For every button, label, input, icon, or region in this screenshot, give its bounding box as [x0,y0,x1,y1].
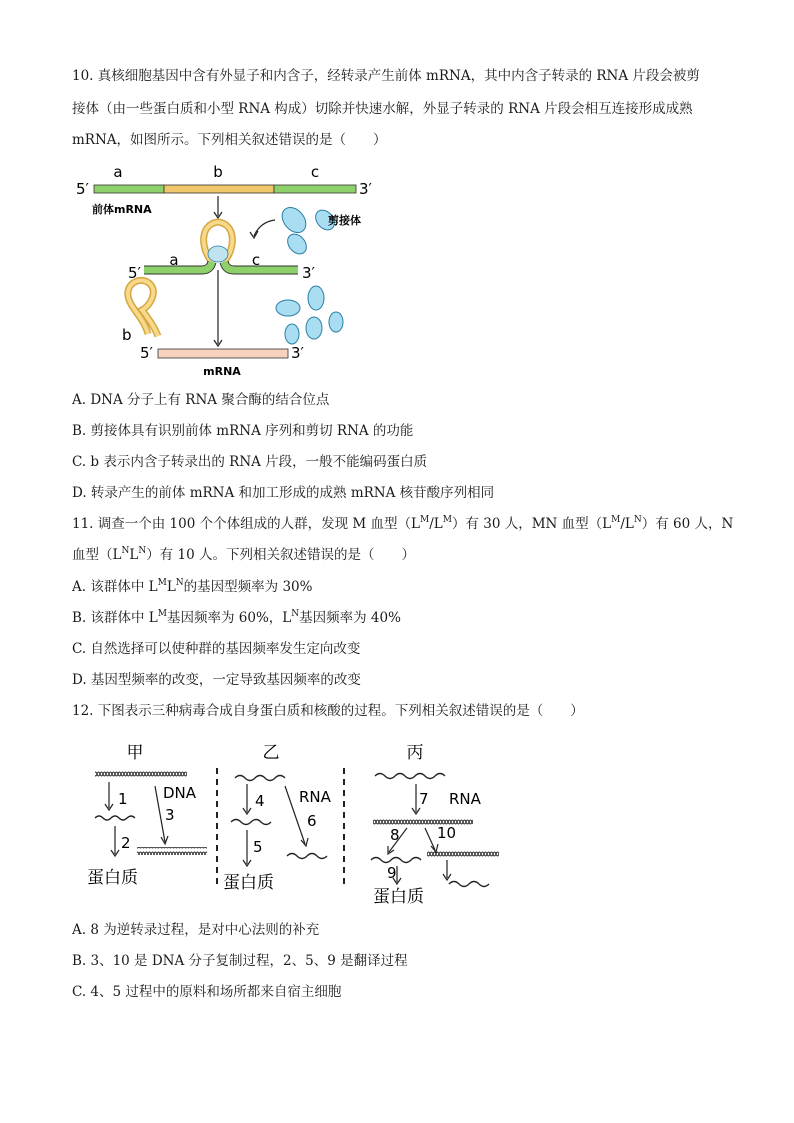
q11-option-d: D. 基因型频率的改变，一定导致基因频率的改变 [72,672,361,688]
bing-dna-copy [427,850,499,858]
pre-mrna-3prime: 3′ [359,180,372,198]
pre-mrna-exon-a [94,185,164,193]
svg-text:3: 3 [165,806,175,824]
svg-text:10: 10 [437,824,457,842]
q12-option-a: A. 8 为逆转录过程，是对中心法则的补充 [72,922,320,938]
svg-text:5: 5 [253,838,263,856]
strand2-5prime: 5′ [128,264,141,282]
pre-mrna-label: 前体mRNA [92,203,152,216]
q11-option-c: C. 自然选择可以使种群的基因频率发生定向改变 [72,641,361,657]
q11-stem-line1: 11. 调查一个由 100 个个体组成的人群，发现 M 血型$(L^M/L^M)$有 30 人，MN 血型$(L^M/L^N)$有 60 人，N [72,515,734,532]
spliceosome-particle [284,230,310,257]
jia-dna-label: DNA [163,784,197,802]
spliceosome-particle [306,317,322,339]
spliceosome-particle [276,300,300,316]
seg-b-label: b [213,163,223,181]
strand2-c-label: c [251,251,261,269]
mature-mrna [158,349,288,358]
pre-mrna-intron-b [164,185,274,193]
mrna-5prime: 5′ [140,344,153,362]
q10-option-d: D. 转录产生的前体 mRNA 和加工形成的成熟 mRNA 核苷酸序列相同 [72,485,495,501]
svg-text:2: 2 [121,834,131,852]
q11-stem-line2: 血型$(L^NL^N)$有 10 人。下列相关叙述错误的是（ ） [72,546,415,563]
jia-dna [95,771,187,779]
seg-c-label: c [310,163,320,181]
spliceosome-particle [277,203,310,237]
svg-text:1: 1 [118,790,128,808]
pre-mrna-5prime: 5′ [76,180,89,198]
bing-protein: 蛋白质 [373,887,424,907]
svg-text:4: 4 [255,792,265,810]
jia-protein: 蛋白质 [87,868,138,888]
jia-dna-copy [137,847,207,855]
yi-rna [235,776,285,781]
seg-a-label: a [113,163,123,181]
spliceosome-label: 剪接体 [328,214,361,227]
q10-stem-line2: 接体（由一些蛋白质和小型 RNA 构成）切除并快速水解，外显子转录的 RNA 片段会相互连接形成成熟 [72,101,693,117]
yi-rna-label: RNA [299,788,331,806]
spliceosome-particle [285,324,299,344]
q10-stem-line1: 10. 真核细胞基因中含有外显子和内含子，经转录产生前体 mRNA，其中内含子转录的 RNA 片段会被剪 [72,68,700,84]
bing-rna-copy [449,882,489,887]
svg-text:7: 7 [419,790,429,808]
virus-bing-label: 丙 [406,743,424,763]
q11-option-a: A. 该群体中 $L^ML^N$的基因型频率为 30% [72,578,313,595]
splicing-diagram [70,158,390,380]
bing-dna [373,817,473,825]
q12-stem: 12. 下图表示三种病毒合成自身蛋白质和核酸的过程。下列相关叙述错误的是（ ） [72,703,584,719]
jia-mrna [95,816,135,820]
virus-replication-diagram [85,738,505,910]
yi-rna-intermediate [231,820,271,825]
svg-text:9: 9 [387,864,397,882]
q11-option-b: B. 该群体中 $L^M$基因频率为 60%，$L^N$基因频率为 40% [72,609,401,626]
mrna-3prime: 3′ [291,344,304,362]
virus-yi-label: 乙 [262,743,280,763]
q10-stem-line3: mRNA，如图所示。下列相关叙述错误的是（ ） [72,132,387,148]
q12-option-c: C. 4、5 过程中的原料和场所都来自宿主细胞 [72,984,342,1000]
q12-option-b: B. 3、10 是 DNA 分子复制过程，2、5、9 是翻译过程 [72,953,408,969]
yi-rna-copy [287,854,327,859]
strand2-a-label: a [169,251,179,269]
pre-mrna-exon-c [274,185,356,193]
q10-option-c: C. b 表示内含子转录出的 RNA 片段，一般不能编码蛋白质 [72,454,428,470]
excised-b-label: b [122,326,132,344]
spliceosome-particle [308,286,324,310]
spliceosome-particle [329,312,343,332]
mrna-label: mRNA [203,365,241,378]
q10-option-b: B. 剪接体具有识别前体 mRNA 序列和剪切 RNA 的功能 [72,423,414,439]
bing-mrna [371,858,421,863]
svg-text:8: 8 [390,826,400,844]
virus-jia-label: 甲 [126,743,144,763]
strand2-3prime: 3′ [302,264,315,282]
yi-protein: 蛋白质 [223,873,274,893]
q10-option-a: A. DNA 分子上有 RNA 聚合酶的结合位点 [72,392,330,408]
bing-rna-label: RNA [449,790,481,808]
svg-text:6: 6 [307,812,317,830]
bing-rna [375,774,445,779]
